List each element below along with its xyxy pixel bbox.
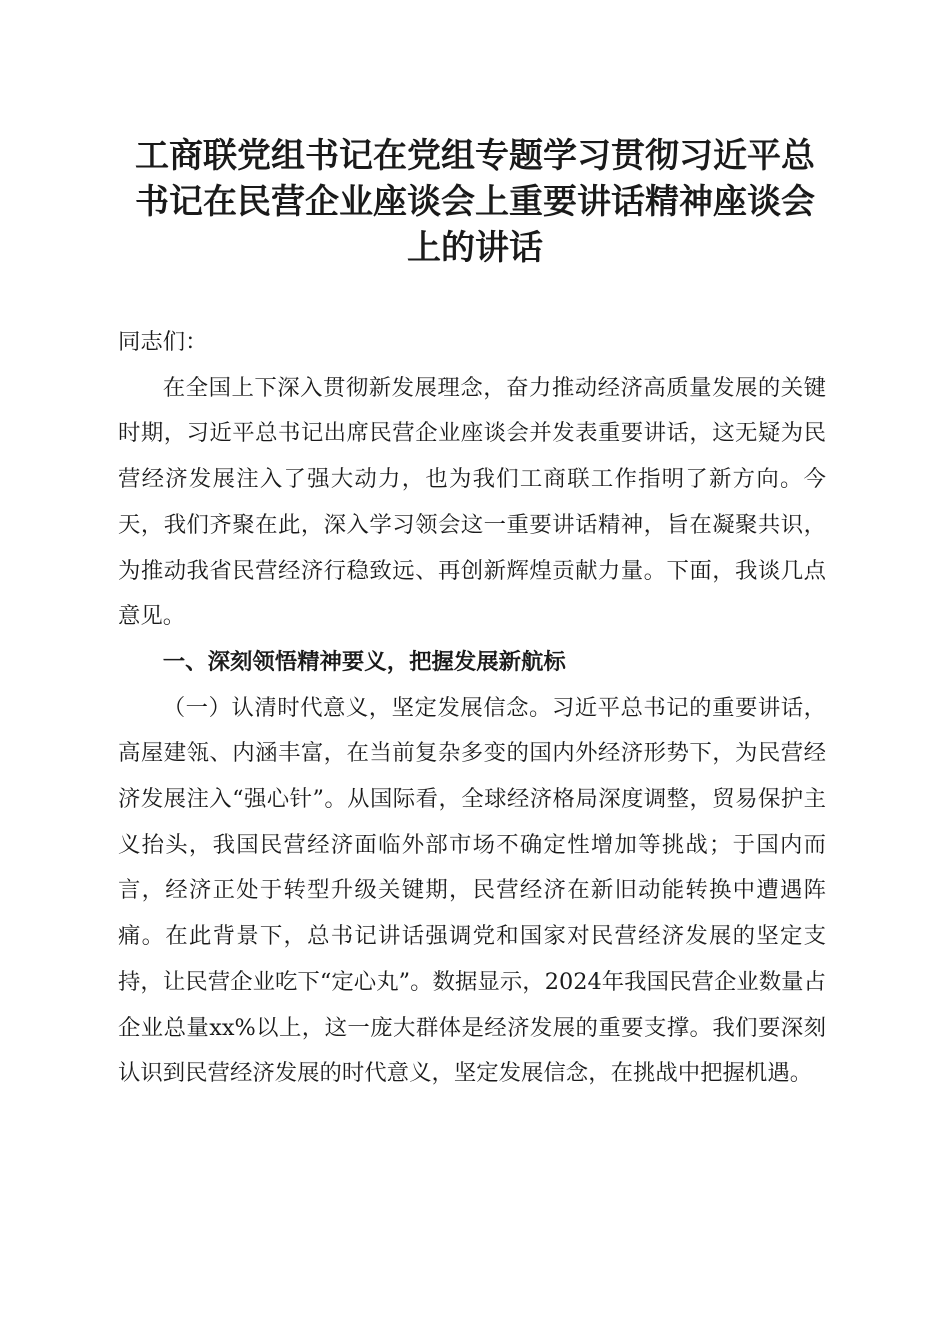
intro-paragraph: 在全国上下深入贯彻新发展理念，奋力推动经济高质量发展的关键时期，习近平总书记出席民营企业座谈会并发表重要讲话，这无疑为民营经济发展注入了强大动力，也为我们工商联工作指明了新方向。今天，我们齐聚在此，深入学习领会这一重要讲话精神，旨在凝聚共识，为推动我省民营经济行稳致远、再创新辉煌贡献力量。下面，我谈几点意见。 bbox=[118, 374, 826, 630]
title-line-2: 书记在民营企业座谈会上重要讲话精神座谈会 bbox=[135, 182, 815, 222]
title-line-1: 工商联党组书记在党组专题学习贯彻习近平总 bbox=[135, 136, 815, 176]
document-title bbox=[110, 133, 840, 271]
section-heading-1: 一、深刻领悟精神要义，把握发展新航标 bbox=[162, 648, 566, 675]
subsection-paragraph-1-1: （一）认清时代意义，坚定发展信念。习近平总书记的重要讲话，高屋建瓴、内涵丰富，在当前复杂多变的国内外经济形势下，为民营经济发展注入“强心针”。从国际看，全球经济格局深度调整，贸易保护主义抬头，我国民营经济面临外部市场不确定性增加等挑战；于国内而言，经济正处于转型升级关键期，民营经济在新旧动能转换中遭遇阵痛。在此背景下，总书记讲话强调党和国家对民营经济发展的坚定支持，让民营企业吃下“定心丸”。数据显示，2024年我国民营企业数量占企业总量xx%以上，这一庞大群体是经济发展的重要支撑。我们要深刻认识到民营经济发展的时代意义，坚定发展信念，在挑战中把握机遇。 bbox=[118, 694, 826, 1087]
document-body bbox=[118, 320, 826, 1097]
title-line-3: 上的讲话 bbox=[407, 228, 543, 268]
salutation: 同志们： bbox=[118, 329, 208, 355]
